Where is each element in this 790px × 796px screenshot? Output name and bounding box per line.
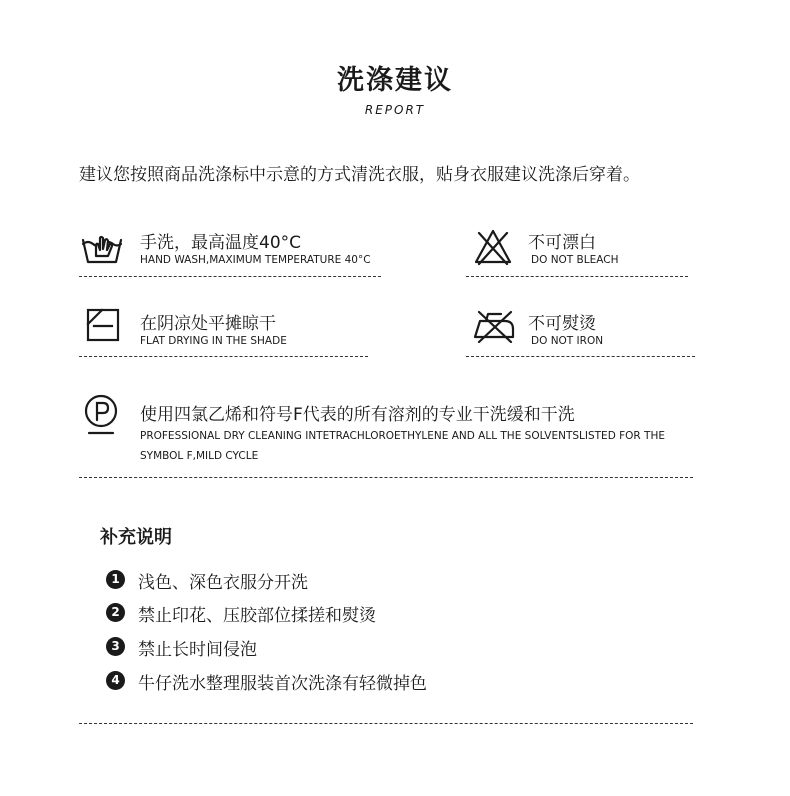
intro-text: 建议您按照商品洗涤标中示意的方式清洗衣服，贴身衣服建议洗涤后穿着。 (79, 165, 640, 185)
care-dry-clean-en-line2: SYMBOL F,MILD CYCLE (140, 450, 259, 462)
divider (79, 477, 693, 478)
divider (466, 356, 695, 357)
care-no-iron-en: DO NOT IRON (531, 335, 604, 347)
number-badge-3: 3 (106, 637, 125, 656)
number-badge-1: 1 (106, 570, 125, 589)
professional-dry-clean-p-icon (83, 394, 119, 438)
care-flat-dry-en: FLAT DRYING IN THE SHADE (140, 335, 287, 347)
care-dry-clean-cn: 使用四氯乙烯和符号F代表的所有溶剂的专业干洗缓和干洗 (140, 405, 575, 425)
care-flat-dry-cn: 在阴凉处平摊晾干 (140, 314, 276, 334)
divider (79, 723, 693, 724)
no-iron-icon (471, 309, 517, 343)
care-hand-wash-en: HAND WASH,MAXIMUM TEMPERATURE 40°C (140, 254, 371, 266)
flat-dry-shade-icon (86, 308, 120, 342)
care-no-bleach-cn: 不可漂白 (528, 233, 596, 253)
no-bleach-icon (473, 228, 513, 266)
supplement-item-1: 浅色、深色衣服分开洗 (138, 573, 308, 593)
care-dry-clean-en-line1: PROFESSIONAL DRY CLEANING INTETRACHLOROETHYLENE AND ALL THE SOLVENTSLISTED FOR THE (140, 430, 665, 442)
hand-wash-icon (80, 228, 124, 266)
supplement-item-2: 禁止印花、压胶部位揉搓和熨烫 (138, 606, 376, 626)
divider (466, 276, 688, 277)
page-subtitle: REPORT (364, 103, 426, 117)
supplement-title: 补充说明 (100, 527, 172, 548)
number-badge-2: 2 (106, 603, 125, 622)
supplement-item-4: 牛仔洗水整理服装首次洗涤有轻微掉色 (138, 674, 427, 694)
page-title: 洗涤建议 (337, 65, 453, 96)
care-no-bleach-en: DO NOT BLEACH (531, 254, 619, 266)
divider (79, 356, 368, 357)
number-badge-4: 4 (106, 671, 125, 690)
care-hand-wash-cn: 手洗，最高温度40°C (140, 233, 302, 253)
divider (79, 276, 381, 277)
care-no-iron-cn: 不可熨烫 (528, 314, 596, 334)
supplement-item-3: 禁止长时间侵泡 (138, 640, 257, 660)
